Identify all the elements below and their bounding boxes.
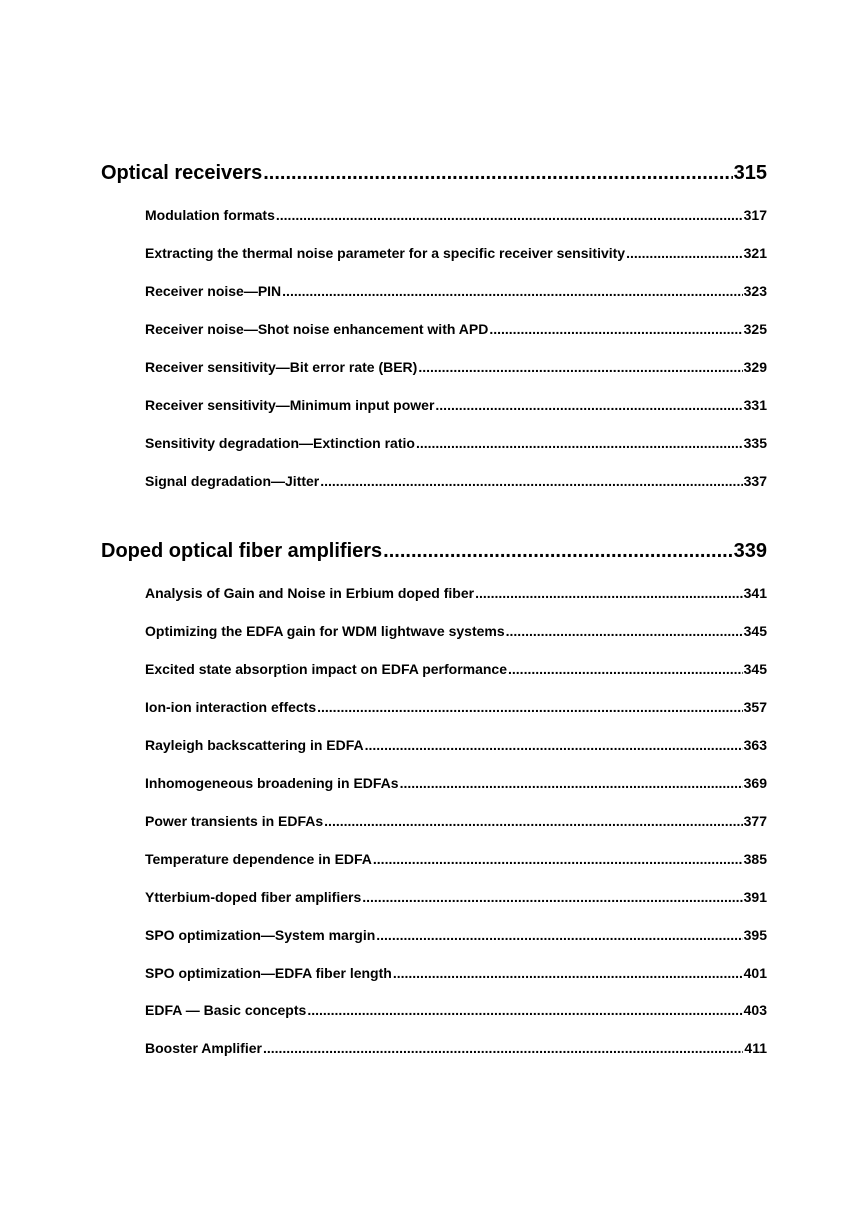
chapter-title: Doped optical fiber amplifiers [101, 540, 383, 562]
dot-leader [282, 283, 742, 299]
dot-leader [373, 851, 743, 867]
toc-section-entry[interactable] [145, 321, 767, 337]
section-title: Modulation formats [145, 207, 275, 223]
dot-leader [506, 623, 743, 639]
section-title: Receiver noise—PIN [145, 283, 282, 299]
section-title: EDFA — Basic concepts [145, 1002, 307, 1018]
dot-leader [508, 661, 743, 677]
section-page-number: 329 [743, 359, 767, 375]
dot-leader [393, 965, 743, 981]
toc-section-entry[interactable] [145, 245, 767, 261]
section-title: Ion-ion interaction effects [145, 699, 317, 715]
section-page-number: 401 [743, 965, 767, 981]
dot-leader [263, 1040, 743, 1056]
chapter-title: Optical receivers [101, 162, 263, 184]
dot-leader [362, 889, 742, 905]
section-page-number: 363 [743, 737, 767, 753]
dot-leader [324, 813, 742, 829]
toc-section-entry[interactable] [145, 737, 767, 753]
toc-section-entry[interactable] [145, 585, 767, 601]
section-page-number: 337 [743, 473, 767, 489]
section-title: Booster Amplifier [145, 1040, 262, 1056]
section-title: Receiver noise—Shot noise enhancement with APD [145, 321, 489, 337]
section-title: Inhomogeneous broadening in EDFAs [145, 775, 399, 791]
section-page-number: 331 [743, 397, 767, 413]
toc-section-entry[interactable] [145, 1002, 767, 1018]
dot-leader [365, 737, 743, 753]
toc-section-entry[interactable] [145, 813, 767, 829]
toc-section-entry[interactable] [145, 775, 767, 791]
section-title: Receiver sensitivity—Bit error rate (BER) [145, 359, 418, 375]
toc-section-entry[interactable] [145, 851, 767, 867]
section-page-number: 341 [743, 585, 767, 601]
dot-leader [475, 585, 743, 601]
section-page-number: 403 [743, 1002, 767, 1018]
section-title: Receiver sensitivity—Minimum input power [145, 397, 435, 413]
section-page-number: 369 [743, 775, 767, 791]
section-title: Excited state absorption impact on EDFA performance [145, 661, 508, 677]
section-page-number: 345 [743, 623, 767, 639]
dot-leader [416, 435, 743, 451]
section-page-number: 325 [743, 321, 767, 337]
toc-section-entry[interactable] [145, 473, 767, 489]
section-title: Ytterbium-doped fiber amplifiers [145, 889, 362, 905]
toc-section-entry[interactable] [145, 207, 767, 223]
dot-leader [320, 473, 742, 489]
dot-leader [317, 699, 743, 715]
toc-section-entry[interactable] [145, 435, 767, 451]
section-title: Analysis of Gain and Noise in Erbium doped fiber [145, 585, 475, 601]
section-page-number: 345 [743, 661, 767, 677]
section-title: Rayleigh backscattering in EDFA [145, 737, 364, 753]
dot-leader [400, 775, 743, 791]
dot-leader [376, 927, 742, 943]
section-page-number: 321 [743, 245, 767, 261]
toc-section-entry[interactable] [145, 927, 767, 943]
section-page-number: 385 [743, 851, 767, 867]
dot-leader [276, 207, 743, 223]
dot-leader [263, 162, 732, 185]
dot-leader [383, 540, 732, 563]
section-title: Extracting the thermal noise parameter for a specific receiver sensitivity [145, 245, 626, 261]
dot-leader [307, 1002, 742, 1018]
toc-section-entry[interactable] [145, 359, 767, 375]
section-page-number: 395 [743, 927, 767, 943]
section-title: SPO optimization—EDFA fiber length [145, 965, 392, 981]
section-page-number: 335 [743, 435, 767, 451]
section-page-number: 323 [743, 283, 767, 299]
section-page-number: 377 [743, 813, 767, 829]
section-title: Signal degradation—Jitter [145, 473, 320, 489]
dot-leader [626, 245, 743, 261]
toc-section-entry[interactable] [145, 661, 767, 677]
chapter-page-number: 315 [733, 162, 767, 184]
section-title: Sensitivity degradation—Extinction ratio [145, 435, 415, 451]
section-title: Power transients in EDFAs [145, 813, 324, 829]
toc-chapter-entry[interactable] [101, 162, 767, 185]
toc-chapter-entry[interactable] [101, 540, 767, 563]
dot-leader [418, 359, 742, 375]
toc-section-entry[interactable] [145, 283, 767, 299]
toc-section-entry[interactable] [145, 397, 767, 413]
dot-leader [435, 397, 742, 413]
section-page-number: 357 [743, 699, 767, 715]
toc-section-entry[interactable] [145, 699, 767, 715]
section-title: Optimizing the EDFA gain for WDM lightwave systems [145, 623, 505, 639]
section-page-number: 317 [743, 207, 767, 223]
toc-section-entry[interactable] [145, 965, 767, 981]
toc-section-entry[interactable] [145, 889, 767, 905]
section-page-number: 391 [743, 889, 767, 905]
section-title: Temperature dependence in EDFA [145, 851, 372, 867]
section-title: SPO optimization—System margin [145, 927, 376, 943]
section-page-number: 411 [744, 1040, 767, 1056]
chapter-page-number: 339 [733, 540, 767, 562]
toc-section-entry[interactable] [145, 1040, 767, 1056]
dot-leader [489, 321, 742, 337]
toc-section-entry[interactable] [145, 623, 767, 639]
